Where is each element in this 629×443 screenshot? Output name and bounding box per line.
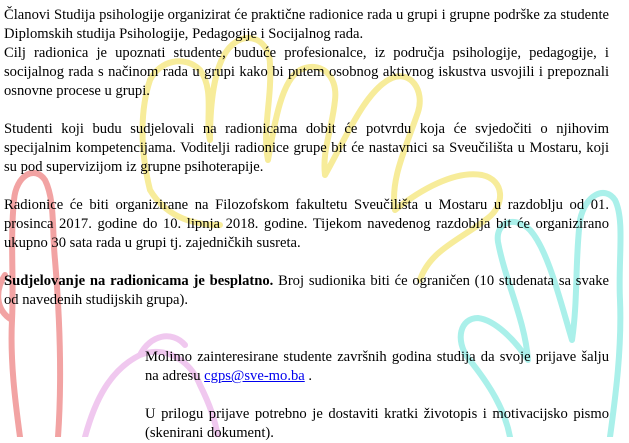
document-body [4, 6, 609, 443]
paragraph-attachments: U prilogu prijave potrebno je dostaviti kratki životopis i motivacijsko pismo (skenirani dokument). [145, 406, 609, 441]
application-end: . [304, 368, 313, 384]
paragraph-free-participation [4, 272, 609, 310]
intro-line-1: Članovi Studija psihologije organizirat će praktične radionice rada u grupi i grupne podrške za studente Diplomskih studija Psihologije, Pedagogije i Socijalnog rada. [4, 7, 609, 42]
paragraph-schedule: Radionice će biti organizirane na Filozofskom fakultetu Sveučilišta u Mostaru u razdoblju od 01. prosinca 2017. godine do 10. lipnja 2018. godine. Tijekom navedenog razdoblja bit će organizirano ukupno 30 sata rada u grupi tj. zajedničkih susreta. [4, 197, 609, 251]
paragraph-certificate: Studenti koji budu sudjelovali na radionicama dobit će potvrdu koja će svjedočiti o njihovim specijalnim kompetencijama. Voditelji radionice grupe bit će nastavnici sa Sveučilišta u Mostaru, koji su pod supervizijom iz grupne psihoterapije. [4, 121, 609, 175]
free-participation-bold: Sudjelovanje na radionicama je besplatno. [4, 273, 274, 289]
application-text: Molimo zainteresirane studente završnih godina studija da svoje prijave šalju na adresu [145, 349, 609, 384]
paragraph-application [145, 348, 609, 386]
email-link[interactable]: cgps@sve-mo.ba [204, 368, 305, 384]
participant-limit-text: Broj sudionika biti će ograničen (10 studenata sa svake od navedenih studijskih grupa). [4, 273, 609, 308]
paragraph-intro [4, 6, 609, 101]
intro-line-2: Cilj radionica je upoznati studente, buduće profesionalce, iz područja psihologije, pedagogije, i socijalnog rada s načinom rada u grupi kako bi putem osobnog aktivnog iskustva usvojili i prepoznali osnovne procese u grupi. [4, 45, 609, 99]
